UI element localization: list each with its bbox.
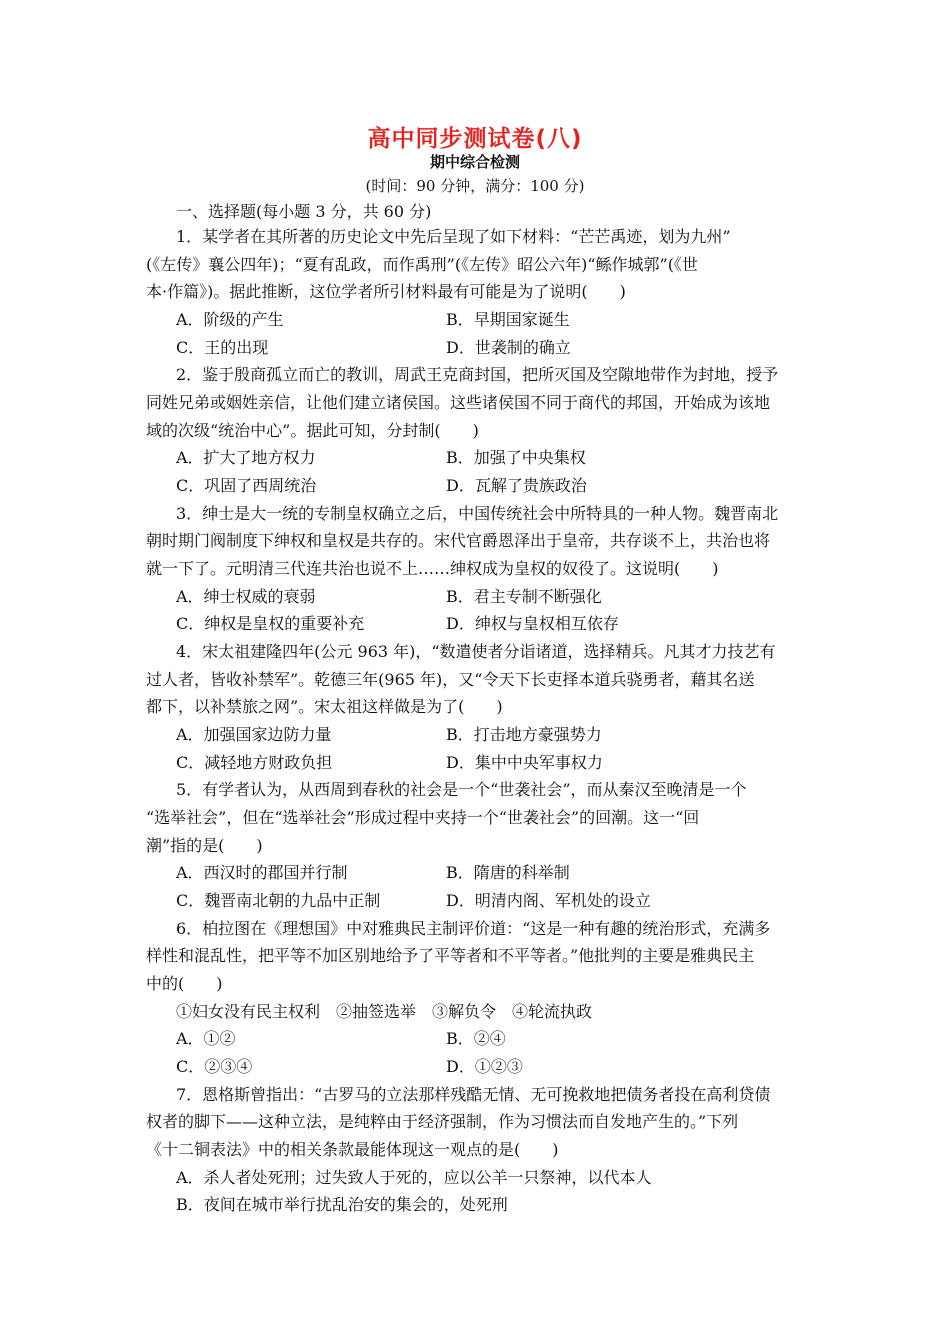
q6-option-c: C．②③④	[176, 1057, 253, 1076]
q2-text-line: 2．鉴于殷商孤立而亡的教训，周武王克商封国，把所灭国及空隙地带作为封地，授予	[176, 365, 779, 384]
q3-text-line: 3．绅士是大一统的专制皇权确立之后，中国传统社会中所特具的一种人物。魏晋南北	[176, 504, 779, 523]
exam-title: 高中同步测试卷(八)	[367, 126, 583, 152]
exam-time-info: (时间：90 分钟，满分：100 分)	[365, 177, 585, 195]
q3-option-d: D．绅权与皇权相互依存	[446, 614, 619, 633]
q6-text-line: 样性和混乱性，把平等不加区别地给予了平等者和不平等者。”他批判的主要是雅典民主	[146, 946, 755, 965]
q1-option-a: A．阶级的产生	[176, 310, 284, 329]
q4-option-b: B．打击地方豪强势力	[446, 725, 602, 744]
q6-option-b: B．②④	[446, 1029, 506, 1048]
q2-option-c: C．巩固了西周统治	[176, 476, 317, 495]
q4-option-a: A．加强国家边防力量	[176, 725, 332, 744]
q3-text-line: 就一下了。元明清三代连共治也说不上……绅权成为皇权的奴役了。这说明( )	[146, 559, 719, 578]
q3-option-c: C．绅权是皇权的重要补充	[176, 614, 365, 633]
q2-text-line: 同姓兄弟或姻姓亲信，让他们建立诸侯国。这些诸侯国不同于商代的邦国，开始成为该地	[146, 393, 771, 412]
q1-text-line: 1．某学者在其所著的历史论文中先后呈现了如下材料：“芒芒禹迹，划为九州”	[176, 227, 731, 246]
q7-text-line: 7．恩格斯曾指出：“古罗马的立法那样残酷无情、无可挽救地把债务者投在高利贷债	[176, 1085, 771, 1104]
q2-option-d: D．瓦解了贵族政治	[446, 476, 587, 495]
q1-option-d: D．世袭制的确立	[446, 338, 571, 357]
section-heading: 一、选择题(每小题 3 分，共 60 分)	[176, 202, 432, 221]
q3-text-line: 朝时期门阀制度下绅权和皇权是共存的。宋代官爵恩泽出于皇帝，共存谈不上，共治也将	[146, 531, 771, 550]
q6-option-d: D．①②③	[446, 1057, 523, 1076]
exam-subtitle: 期中综合检测	[429, 153, 520, 171]
q4-option-d: D．集中中央军事权力	[446, 753, 603, 772]
q2-option-b: B．加强了中央集权	[446, 448, 586, 467]
q5-option-b: B．隋唐的科举制	[446, 863, 570, 882]
q6-text-line: 6．柏拉图在《理想国》中对雅典民主制评价道：“这是一种有趣的统治形式，充满多	[176, 919, 771, 938]
q5-text-line: 5．有学者认为，从西周到春秋的社会是一个“世袭社会”，而从秦汉至晚清是一个	[176, 780, 747, 799]
q7-text-line: 《十二铜表法》中的相关条款最能体现这一观点的是( )	[146, 1140, 559, 1159]
q5-option-c: C．魏晋南北朝的九品中正制	[176, 891, 381, 910]
q6-text-line: 中的( )	[146, 974, 223, 993]
q2-text-line: 域的次级“统治中心”。据此可知，分封制( )	[146, 421, 479, 440]
q1-option-c: C．王的出现	[176, 338, 269, 357]
q3-option-b: B．君主专制不断强化	[446, 587, 602, 606]
q5-text-line: 潮”指的是( )	[146, 836, 263, 855]
q7-option-b: B．夜间在城市举行扰乱治安的集会的，处死刑	[176, 1195, 508, 1214]
q2-option-a: A．扩大了地方权力	[176, 448, 316, 467]
q1-option-b: B．早期国家诞生	[446, 310, 570, 329]
q5-option-d: D．明清内阁、军机处的设立	[446, 891, 651, 910]
q3-option-a: A．绅士权威的衰弱	[176, 587, 316, 606]
q4-option-c: C．减轻地方财政负担	[176, 753, 333, 772]
q6-items: ①妇女没有民主权利 ②抽签选举 ③解负令 ④轮流执政	[176, 1002, 593, 1021]
q5-text-line: “选举社会”，但在“选举社会”形成过程中夹持一个“世袭社会”的回潮。这一“回	[146, 808, 700, 827]
q4-text-line: 4．宋太祖建隆四年(公元 963 年)，“数遣使者分诣诸道，选择精兵。凡其才力技艺有	[176, 642, 776, 661]
q1-text-line: 本·作篇》)。据此推断，这位学者所引材料最有可能是为了说明( )	[146, 282, 626, 301]
q4-text-line: 都下，以补禁旅之网”。宋太祖这样做是为了( )	[146, 697, 503, 716]
q7-text-line: 权者的脚下——这种立法，是纯粹由于经济强制，作为习惯法而自发地产生的。”下列	[146, 1112, 739, 1131]
q4-text-line: 过人者，皆收补禁军”。乾德三年(965 年)，又“令天下长吏择本道兵骁勇者，藉其名送	[146, 670, 755, 689]
q5-option-a: A．西汉时的郡国并行制	[176, 863, 348, 882]
q6-option-a: A．①②	[176, 1029, 236, 1048]
q1-text-line: (《左传》襄公四年)；“夏有乱政，而作禹刑”(《左传》昭公六年)“鲧作城郭”(《世	[146, 255, 698, 274]
q7-option-a: A．杀人者处死刑；过失致人于死的，应以公羊一只祭神，以代本人	[176, 1168, 652, 1187]
